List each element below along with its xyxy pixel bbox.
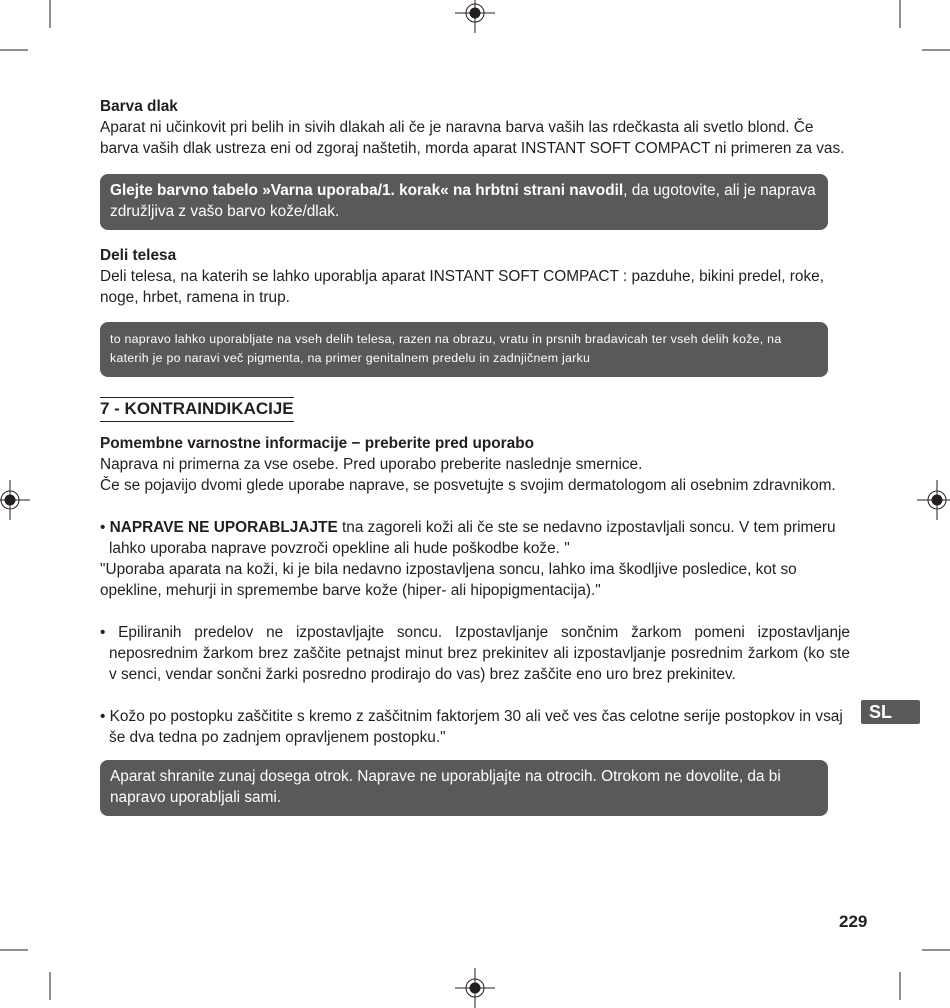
registration-mark-bottom	[455, 968, 495, 1008]
info-box-color-chart	[100, 174, 828, 230]
bullet: •	[100, 708, 106, 725]
bullet: •	[100, 624, 106, 641]
safety-intro: Naprava ni primerna za vse osebe. Pred uporabo preberite naslednje smernice.	[100, 456, 643, 473]
box2-text: to napravo lahko uporabljate na vseh delih telesa, razen na obrazu, vratu in prsnih bradavicah ter vseh delih kože, na katerih je po naravi več pigmenta, na primer genitalnem predelu in zadnjičnem jarku	[110, 332, 782, 365]
registration-mark-top	[455, 0, 495, 33]
registration-mark-left	[0, 480, 30, 520]
bullet2-text: Epiliranih predelov ne izpostavljajte soncu. Izpostavljanje sončnim žarkom pomeni izpostavljanje neposrednim žarkom brez zaščite petnajst minut brez prekinitev ali izpostavljanje posrednim žarkom (ko ste v senci, vendar sončni žarki posredno prodirajo do vas) brez zaščite eno uro brez prekinitev.	[109, 624, 850, 683]
page-content	[100, 96, 850, 816]
page-number: 229	[839, 912, 868, 931]
box3-text: Aparat shranite zunaj dosega otrok. Naprave ne uporabljajte na otrocih. Otrokom ne dovolite, da bi napravo uporabljali sami.	[110, 768, 781, 806]
section-title: 7 - KONTRAINDIKACIJE	[100, 397, 294, 422]
box1-text: , da ugotovite, ali je naprava združljiva z vašo barvo kože/dlak.	[110, 182, 816, 220]
info-box-body-areas	[100, 322, 828, 377]
barva-text: Aparat ni učinkovit pri belih in sivih dlakah ali če je naravna barva vaših las rdečkasta ali svetlo blond. Če barva vaših dlak ustreza eni od zgoraj naštetih, morda aparat INSTANT SOFT COMPACT ni primeren za vas.	[100, 119, 845, 157]
barva-heading: Barva dlak	[100, 98, 178, 115]
bullet1-bold: NAPRAVE NE UPORABLJAJTE	[109, 519, 338, 536]
list-item-sun-exposure	[100, 622, 850, 685]
info-box-children	[100, 760, 828, 816]
bullet: •	[100, 519, 106, 536]
safety-advice: Če se pojavijo dvomi glede uporabe naprave, se posvetujte s svojim dermatologom ali osebnim zdravnikom.	[100, 477, 836, 494]
deli-text: Deli telesa, na katerih se lahko uporablja aparat INSTANT SOFT COMPACT : pazduhe, bikini predel, roke, noge, hrbet, ramena in trup.	[100, 268, 824, 306]
language-tab: SL	[861, 700, 920, 724]
deli-heading: Deli telesa	[100, 247, 177, 264]
box1-bold-text: Glejte barvno tabelo »Varna uporaba/1. korak« na hrbtni strani navodil	[110, 182, 624, 199]
safety-subheading: Pomembne varnostne informacije − preberite pred uporabo	[100, 435, 535, 452]
registration-mark-right	[917, 480, 950, 520]
bullet3-text: Kožo po postopku zaščitite s kremo z zaščitnim faktorjem 30 ali več ves čas celotne serije postopkov in vsaj še dva tedna po zadnjem opravljenem postopku."	[109, 708, 843, 746]
bullet1-text: tna zagoreli koži ali če ste se nedavno izpostavljali soncu. V tem primeru lahko uporaba naprave povzroči opekline ali hude poškodbe kože. "	[109, 519, 836, 557]
list-item-sun-warning	[100, 517, 850, 559]
list-item-sunscreen	[100, 706, 850, 748]
sun-quote: "Uporaba aparata na koži, ki je bila nedavno izpostavljena soncu, lahko ima škodljive posledice, kot so opekline, mehurji in spremembe barve kože (hiper- ali hipopigmentacija)."	[100, 561, 797, 599]
